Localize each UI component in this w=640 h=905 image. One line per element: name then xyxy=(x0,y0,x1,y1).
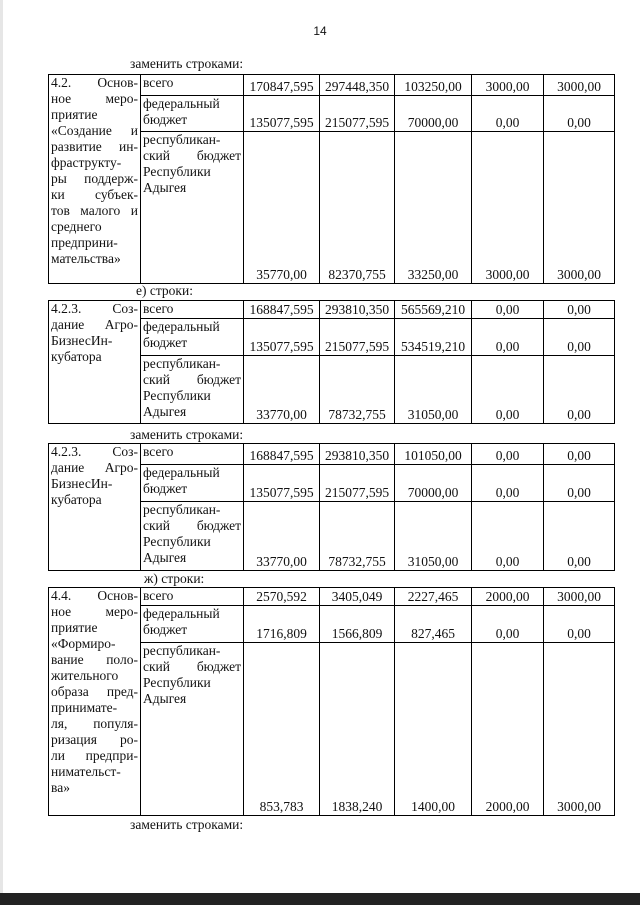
value-cell: 0,00 xyxy=(544,465,615,502)
caption-replace-2: заменить строками: xyxy=(130,427,244,442)
table-row xyxy=(49,444,615,465)
value-cell: 3000,00 xyxy=(544,588,615,606)
value-cell: 3405,049 xyxy=(320,588,395,606)
value-cell: 35770,00 xyxy=(244,132,320,284)
value-cell: 3000,00 xyxy=(544,643,615,816)
funding-source: всего xyxy=(141,444,244,465)
value-cell: 827,465 xyxy=(395,606,472,643)
value-cell: 2570,592 xyxy=(244,588,320,606)
value-cell: 0,00 xyxy=(544,444,615,465)
scan-bottom-edge xyxy=(0,893,640,905)
value-cell: 3000,00 xyxy=(472,132,544,284)
activity-name-cell: 4.4. Основ- ное меро- приятие «Формиро- вание поло- жительного образа пред- принимате- ля, популя- ризация ро- ли предпри- нимательст- ва» xyxy=(49,588,141,816)
value-cell: 2000,00 xyxy=(472,643,544,816)
funding-source: республикан-ский бюджет Республики Адыгея xyxy=(141,132,244,284)
value-cell: 1400,00 xyxy=(395,643,472,816)
table-row xyxy=(49,75,615,96)
caption-replace-1: заменить строками: xyxy=(130,56,244,71)
funding-source: федеральный бюджет xyxy=(141,319,244,356)
funding-source: федеральный бюджет xyxy=(141,96,244,132)
funding-source: всего xyxy=(141,301,244,319)
value-cell: 33770,00 xyxy=(244,356,320,424)
caption-section-zh: ж) строки: xyxy=(144,571,205,586)
funding-source: республикан-ский бюджет Республики Адыгея xyxy=(141,356,244,424)
value-cell: 135077,595 xyxy=(244,96,320,132)
value-cell: 2227,465 xyxy=(395,588,472,606)
value-cell: 0,00 xyxy=(472,96,544,132)
value-cell: 70000,00 xyxy=(395,465,472,502)
scan-edge xyxy=(0,0,3,905)
value-cell: 0,00 xyxy=(544,319,615,356)
value-cell: 0,00 xyxy=(472,502,544,571)
budget-table-3 xyxy=(48,443,615,571)
value-cell: 78732,755 xyxy=(320,502,395,571)
value-cell: 293810,350 xyxy=(320,301,395,319)
value-cell: 0,00 xyxy=(472,301,544,319)
caption-replace-3: заменить строками: xyxy=(130,817,244,832)
value-cell: 0,00 xyxy=(544,502,615,571)
value-cell: 33250,00 xyxy=(395,132,472,284)
value-cell: 70000,00 xyxy=(395,96,472,132)
value-cell: 2000,00 xyxy=(472,588,544,606)
value-cell: 31050,00 xyxy=(395,502,472,571)
value-cell: 215077,595 xyxy=(320,96,395,132)
value-cell: 1838,240 xyxy=(320,643,395,816)
value-cell: 853,783 xyxy=(244,643,320,816)
value-cell: 168847,595 xyxy=(244,444,320,465)
budget-table-4 xyxy=(48,587,615,816)
funding-source: всего xyxy=(141,75,244,96)
value-cell: 0,00 xyxy=(472,356,544,424)
value-cell: 33770,00 xyxy=(244,502,320,571)
value-cell: 3000,00 xyxy=(472,75,544,96)
funding-source: федеральный бюджет xyxy=(141,465,244,502)
value-cell: 168847,595 xyxy=(244,301,320,319)
page-number: 14 xyxy=(313,24,327,38)
value-cell: 0,00 xyxy=(472,444,544,465)
value-cell: 0,00 xyxy=(544,96,615,132)
budget-table-2 xyxy=(48,300,615,424)
value-cell: 0,00 xyxy=(544,606,615,643)
table-row xyxy=(49,588,615,606)
value-cell: 0,00 xyxy=(544,356,615,424)
value-cell: 0,00 xyxy=(544,301,615,319)
value-cell: 534519,210 xyxy=(395,319,472,356)
value-cell: 0,00 xyxy=(472,465,544,502)
activity-name-cell: 4.2.3. Соз- дание Агро- БизнесИн- кубатора xyxy=(49,444,141,571)
funding-source: республикан-ский бюджет Республики Адыгея xyxy=(141,643,244,816)
funding-source: федеральный бюджет xyxy=(141,606,244,643)
value-cell: 101050,00 xyxy=(395,444,472,465)
value-cell: 293810,350 xyxy=(320,444,395,465)
value-cell: 1716,809 xyxy=(244,606,320,643)
value-cell: 1566,809 xyxy=(320,606,395,643)
value-cell: 103250,00 xyxy=(395,75,472,96)
budget-table-1 xyxy=(48,74,615,284)
value-cell: 78732,755 xyxy=(320,356,395,424)
funding-source: всего xyxy=(141,588,244,606)
value-cell: 82370,755 xyxy=(320,132,395,284)
value-cell: 297448,350 xyxy=(320,75,395,96)
value-cell: 170847,595 xyxy=(244,75,320,96)
value-cell: 135077,595 xyxy=(244,319,320,356)
activity-name-cell: 4.2. Основ- ное меро- приятие «Создание и развитие ин- фраструкту- ры поддерж- ки субъек- тов малого и среднего предприни- мательства» xyxy=(49,75,141,284)
activity-name-cell: 4.2.3. Соз- дание Агро- БизнесИн- кубатора xyxy=(49,301,141,424)
funding-source: республикан-ский бюджет Республики Адыгея xyxy=(141,502,244,571)
value-cell: 0,00 xyxy=(472,606,544,643)
value-cell: 3000,00 xyxy=(544,75,615,96)
value-cell: 0,00 xyxy=(472,319,544,356)
value-cell: 31050,00 xyxy=(395,356,472,424)
value-cell: 565569,210 xyxy=(395,301,472,319)
value-cell: 135077,595 xyxy=(244,465,320,502)
value-cell: 215077,595 xyxy=(320,465,395,502)
value-cell: 215077,595 xyxy=(320,319,395,356)
caption-section-e: е) строки: xyxy=(136,283,193,298)
value-cell: 3000,00 xyxy=(544,132,615,284)
table-row xyxy=(49,301,615,319)
